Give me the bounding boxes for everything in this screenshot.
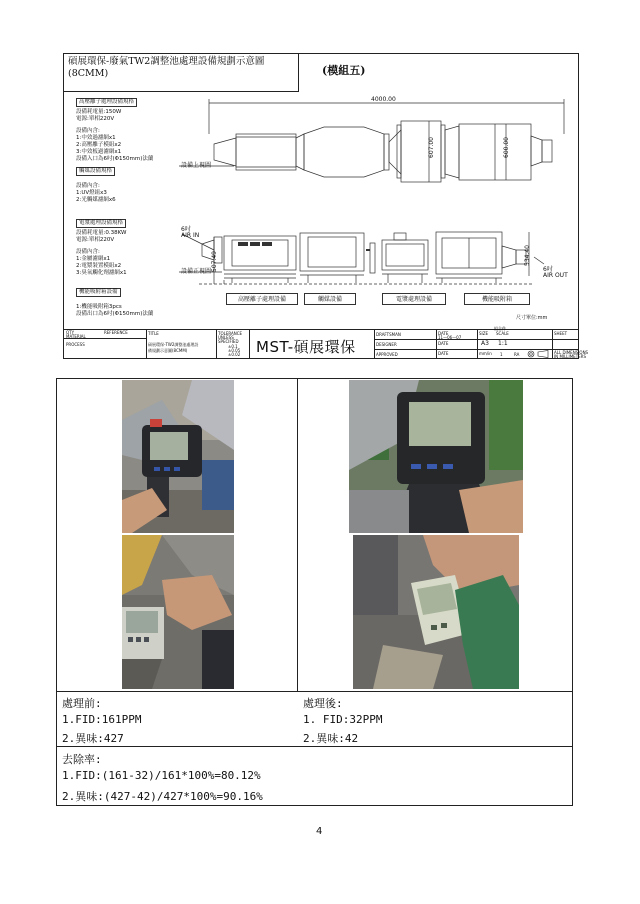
spec-heading: 觸媒設備規格 bbox=[76, 167, 115, 176]
page-number: 4 bbox=[316, 826, 323, 837]
tb-process: PROCESS bbox=[66, 342, 85, 347]
tb-date: DATE bbox=[438, 331, 449, 336]
tb-tol-value: ±0.1 bbox=[228, 344, 238, 349]
spec-line: 設備耗電量:150W bbox=[76, 109, 122, 115]
tb-tol-value: ±0.02 bbox=[228, 352, 241, 357]
tb-qty: QTY bbox=[66, 330, 75, 335]
caption-plasma: 電漿處理設備 bbox=[382, 293, 446, 305]
after-fid: 1. FID:32PPM bbox=[303, 713, 383, 726]
spec-line: 1:機能吸附箱3pcs bbox=[76, 304, 122, 310]
before-fid: 1.FID:161PPM bbox=[62, 713, 142, 726]
dimension-height-1: 607.00 bbox=[428, 137, 435, 158]
dimension-height-3: 534.40 bbox=[524, 245, 531, 266]
spec-heading: 機能吸附箱設備 bbox=[76, 288, 121, 297]
drawing-title-line1: 碩展環保-廢氣TW2調整池處理設備規劃示意圖 bbox=[68, 56, 265, 67]
tb-tolerance: TOLERANCE bbox=[218, 331, 243, 336]
dimension-total: 4000.00 bbox=[371, 96, 396, 103]
spec-heading: 高壓離子處理設備規格 bbox=[76, 98, 137, 107]
spec-line: 設備入口為6吋(Φ150mm)法蘭 bbox=[76, 156, 154, 162]
after-odor: 2.異味:42 bbox=[303, 732, 359, 745]
tb-approved: APPROVED bbox=[376, 352, 398, 357]
spec-line: 2:高壓離子模組x2 bbox=[76, 142, 122, 148]
tb-date-2: DATE bbox=[438, 341, 449, 346]
spec-line: 電源:單相220V bbox=[76, 116, 115, 122]
tb-scale: 1:1 bbox=[498, 340, 508, 347]
drawing-title-line2: (8CMM) bbox=[68, 68, 109, 79]
spec-line: 3:臭氧觸化劑濾網x1 bbox=[76, 270, 127, 276]
tb-size: A3 bbox=[481, 340, 489, 347]
before-odor: 2.異味:427 bbox=[62, 732, 124, 745]
dimension-height-2: 600.00 bbox=[503, 137, 510, 158]
tb-unit: mm/in bbox=[479, 351, 492, 356]
caption-catalyst: 觸媒設備 bbox=[304, 293, 356, 305]
module-label: (模組五) bbox=[322, 64, 366, 77]
spec-line: 設備內含: bbox=[76, 249, 100, 255]
tb-title: TITLE bbox=[148, 331, 159, 336]
dimension-height-4: 507.49 bbox=[211, 251, 218, 272]
tb-all-dimensions: ALL DIMENSIONS bbox=[554, 350, 589, 355]
tb-title-text-2: 備規劃示意圖(8CMM) bbox=[148, 348, 188, 353]
tb-scale-heading: SCALE bbox=[496, 331, 509, 336]
spec-line: 1:金屬濾網x1 bbox=[76, 256, 111, 262]
spec-line: 1:UV燈組x3 bbox=[76, 190, 107, 196]
tb-sheet: SHEET bbox=[554, 331, 568, 336]
spec-line: 設備耗電量:0.38KW bbox=[76, 230, 127, 236]
title-block bbox=[64, 326, 589, 359]
tb-size-heading: SIZE bbox=[479, 331, 488, 336]
tb-tol-value: ±0.05 bbox=[228, 348, 241, 353]
projection-symbol-icon bbox=[526, 350, 550, 358]
company-name: MST-碩展環保 bbox=[256, 338, 356, 356]
inlet-size: 6吋 bbox=[181, 226, 191, 233]
front-view-label: 設備正視圖 bbox=[181, 268, 212, 275]
spec-line: 電源:單相220V bbox=[76, 237, 115, 243]
before-meter-photo bbox=[122, 380, 234, 533]
tb-ra: RA bbox=[514, 352, 520, 357]
tb-date-value: 11—06—07 bbox=[438, 335, 462, 340]
spec-line: 1:中效過濾網x1 bbox=[76, 135, 116, 141]
removal-fid: 1.FID:(161-32)/161*100%=80.12% bbox=[62, 769, 261, 782]
spec-heading: 電漿處理設備規格 bbox=[76, 219, 126, 228]
outlet-size: 6吋 bbox=[543, 266, 553, 273]
after-meter-photo bbox=[349, 380, 523, 533]
spec-line: 3:中效板過濾網x1 bbox=[76, 149, 122, 155]
tb-in-millimeters: IN MILLIMETERS bbox=[554, 354, 586, 359]
outlet-label: AIR OUT bbox=[543, 272, 568, 279]
before-heading: 處理前: bbox=[62, 697, 102, 710]
tb-draftsman: DRAFTSMAN bbox=[376, 332, 401, 337]
tb-date-3: DATE bbox=[438, 351, 449, 356]
drawing-sheet bbox=[63, 53, 589, 359]
equipment-drawing bbox=[64, 54, 578, 329]
tb-unless: UNLESS bbox=[218, 335, 234, 340]
tb-designer: DESIGNER bbox=[376, 342, 397, 347]
after-odor-meter-photo bbox=[353, 535, 519, 689]
spec-line: 設備出口為6吋(Φ150mm)法蘭 bbox=[76, 311, 154, 317]
before-odor-meter-photo bbox=[122, 535, 234, 689]
tb-specified: SPECIFIED bbox=[218, 339, 239, 344]
tb-material: MATERIAL bbox=[66, 334, 86, 339]
removal-heading: 去除率: bbox=[62, 753, 102, 766]
tb-title-text-1: 碩展環保-TW2調整池處理設 bbox=[148, 342, 199, 347]
tb-unit-value: 1 bbox=[500, 352, 503, 357]
caption-adsorption: 機能吸附箱 bbox=[464, 293, 530, 305]
tb-doc: 組合件 bbox=[494, 326, 506, 331]
spec-line: 設備內含: bbox=[76, 128, 100, 134]
tb-reference: REFERENCE bbox=[104, 330, 128, 335]
results-table bbox=[56, 378, 573, 806]
after-heading: 處理後: bbox=[303, 697, 343, 710]
spec-line: 2:光觸媒濾網x6 bbox=[76, 197, 116, 203]
top-view-label: 設備上視圖 bbox=[181, 162, 212, 169]
scale-note: 尺寸單位:mm bbox=[516, 315, 548, 321]
spec-line: 設備內含: bbox=[76, 183, 100, 189]
caption-ion-equipment: 高壓離子處理設備 bbox=[226, 293, 298, 305]
spec-line: 2:電漿裝置模組x2 bbox=[76, 263, 122, 269]
removal-odor: 2.異味:(427-42)/427*100%=90.16% bbox=[62, 790, 263, 803]
inlet-label: AIR IN bbox=[181, 232, 200, 239]
